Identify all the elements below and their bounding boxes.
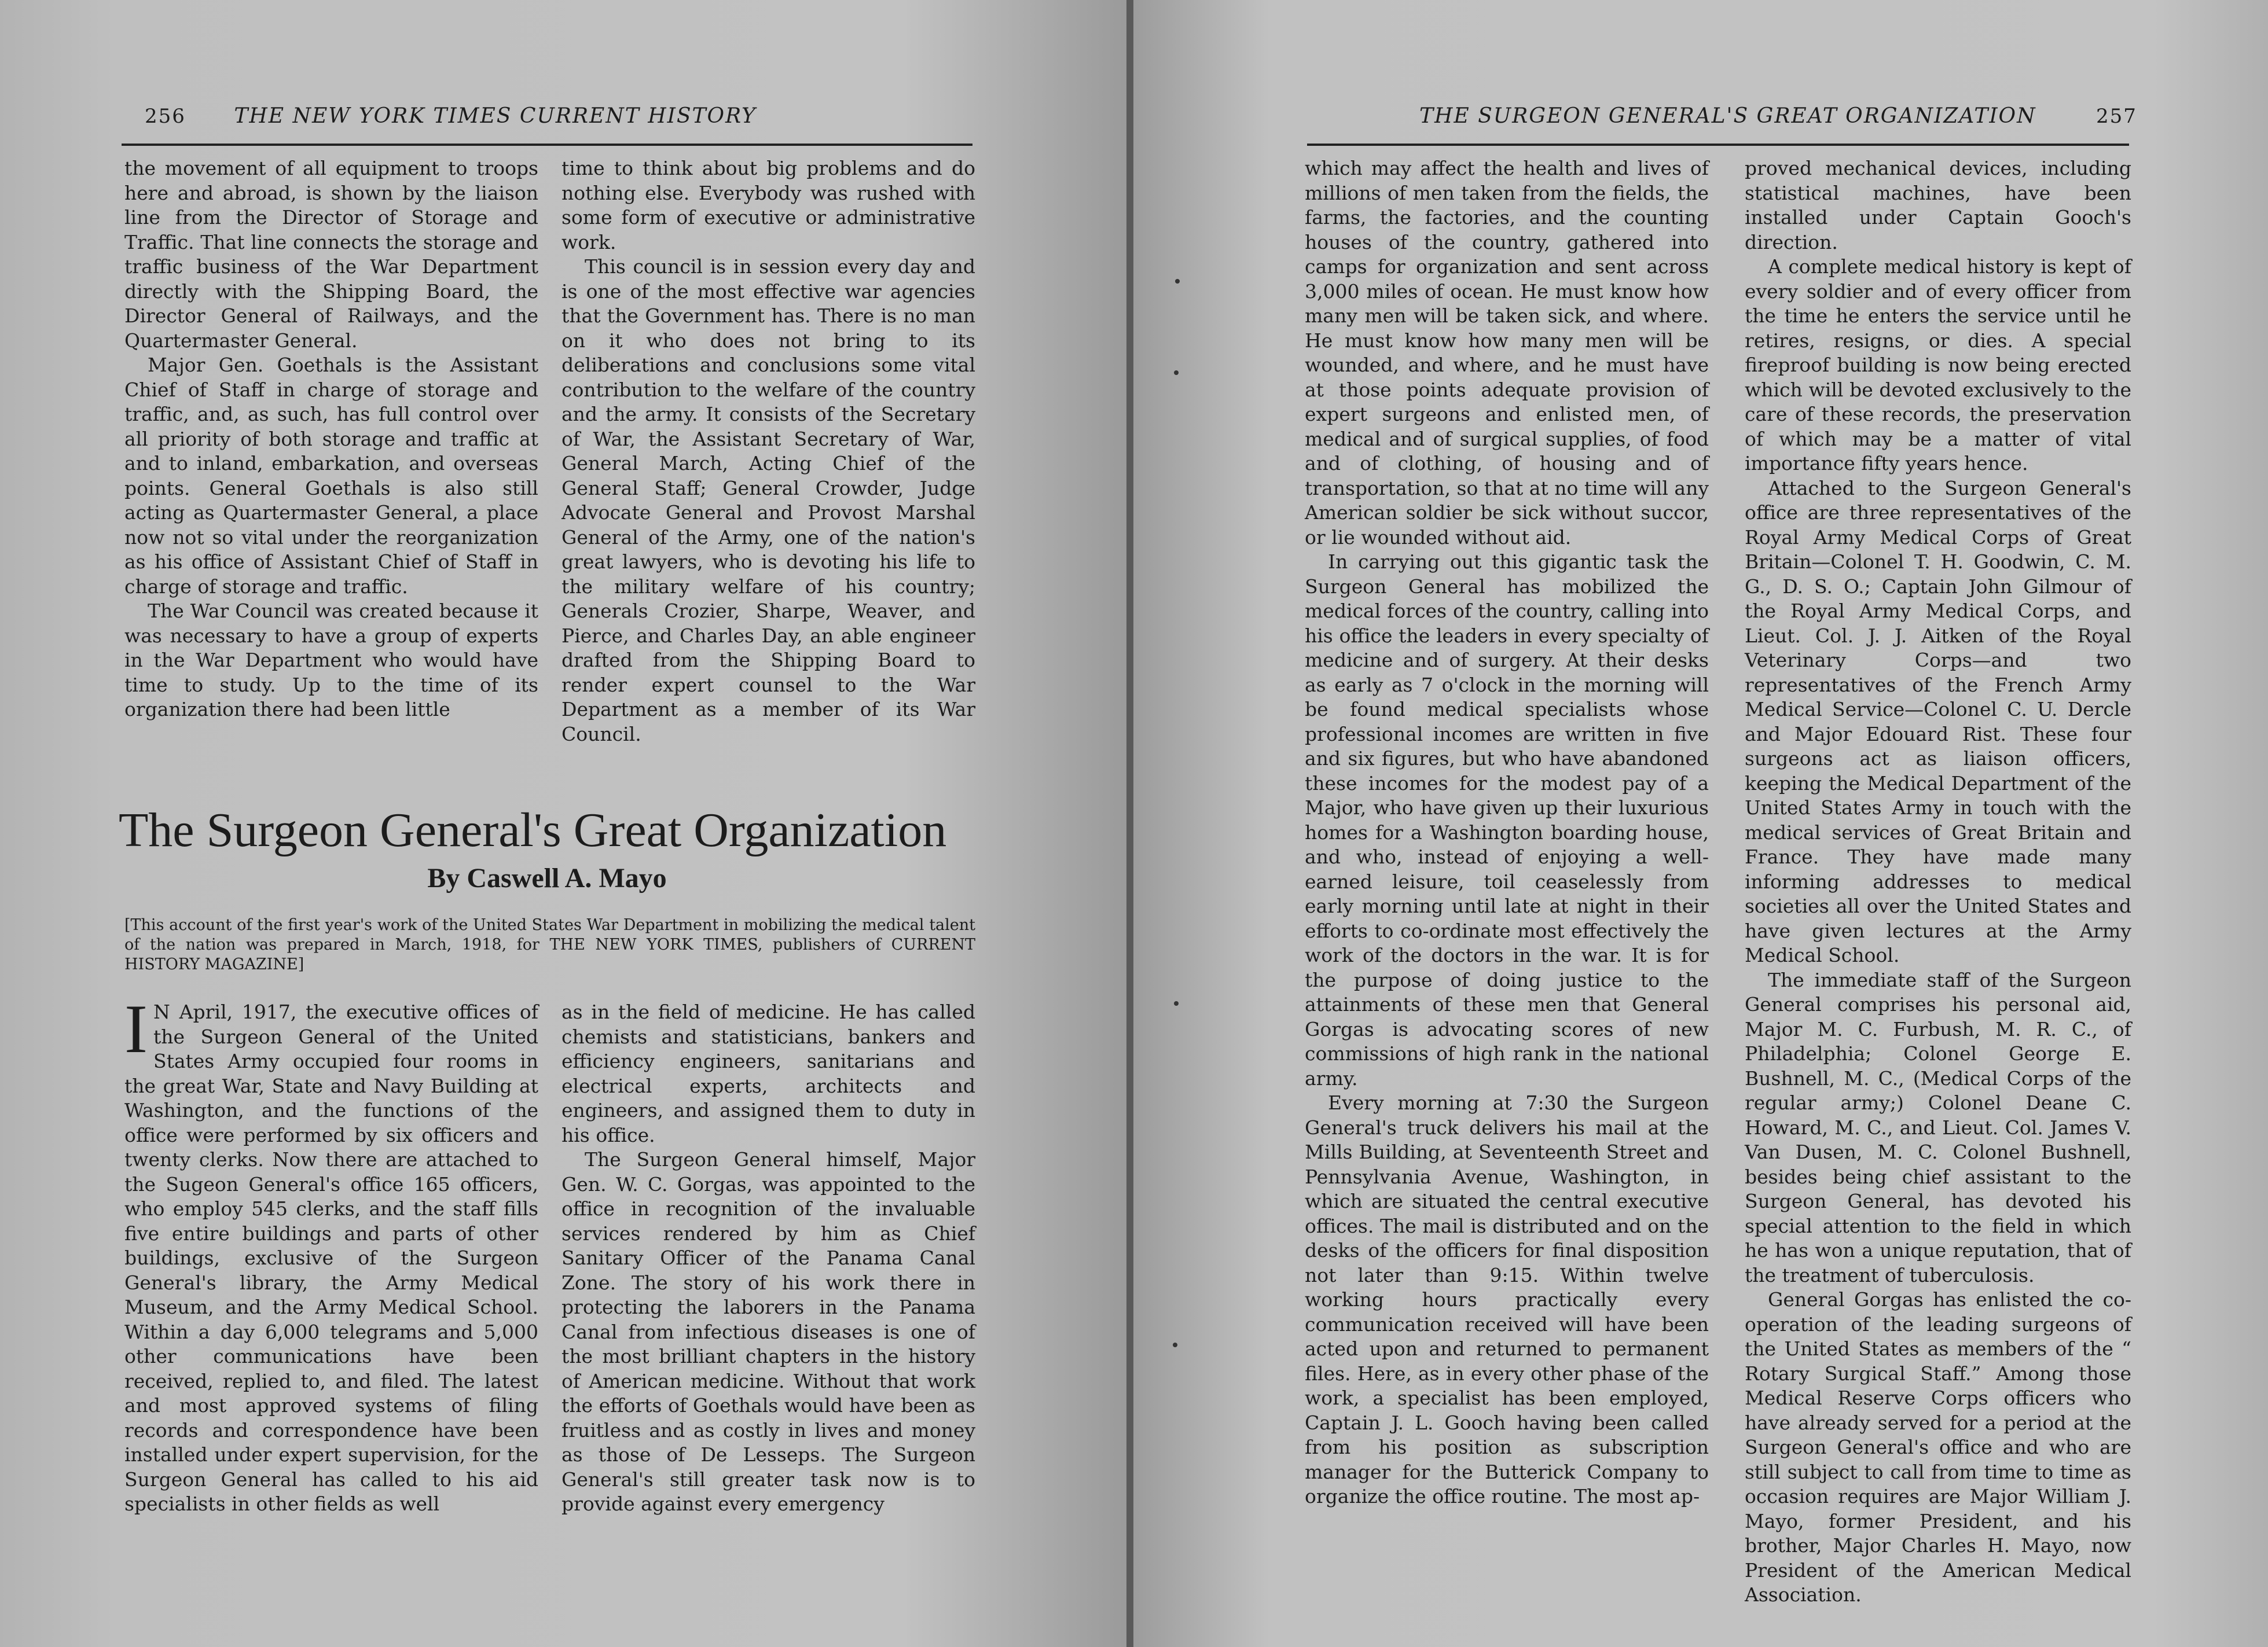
paragraph: A complete medical history is kept of every soldier and of every officer from the time he enters the service until he retires, resigns, or dies. A special fireproof building is now being erected which will be devoted exclusively to the care of these records, the preservation of which may be a matter of vital importance fifty years hence. <box>1745 255 2131 475</box>
left-running-title: THE NEW YORK TIMES CURRENT HISTORY <box>234 104 757 128</box>
paragraph: Major Gen. Goethals is the Assistant Chief of Staff in charge of storage and traffic, and, as such, has full control over all priority of both storage and traffic at and to inland, embarkation, and overseas points. General Goethals is also still acting as Quartermaster General, a place now not so vital under the reorganization as his office of Assistant Chief of Staff in charge of storage and traffic. <box>124 354 538 598</box>
paragraph: as in the field of medicine. He has called chemists and statisticians, bankers and efficiency engineers, sanitarians and electrical experts, architects and engineers, and assigned them to duty in his office. <box>562 1001 975 1146</box>
paragraph: Every morning at 7:30 the Surgeon General's truck delivers his mail at the Mills Building, at Seventeenth Street and Pennsylvania Avenue, Washington, in which are situated the central executive offices. The mail is distributed and on the desks of the officers for final disposition not later than 9:15. Within twelve working hours practically every communication received will have been acted upon and returned to permanent files. Here, as in every other phase of the work, a specialist has been employed, Captain J. L. Gooch having been called from his position as subscription manager for the Butterick Company to organize the office routine. The most ap- <box>1305 1091 1709 1508</box>
paragraph: Attached to the Surgeon General's office are three representatives of the Royal Army Medical Corps of Great Britain—Colonel T. H. Goodwin, C. M. G., D. S. O.; Captain John Gilmour of the Royal Army Medical Corps, and Lieut. Col. J. J. Aitken of the Royal Veterinary Corps—and two representatives of the French Army Medical Service—Colonel C. U. Dercle and Major Edouard Rist. These four surgeons act as liaison officers, keeping the Medical Department of the United States Army in touch with the medical services of Great Britain and France. They have made many informing addresses to medical societies all over the United States and have given lectures at the Army Medical School. <box>1745 476 2131 966</box>
right-col2 <box>1745 156 2131 1608</box>
print-speck <box>1175 279 1180 284</box>
paragraph-text: N April, 1917, the executive offices of the Surgeon General of the United States Army occupied four rooms in the great War, State and Navy Building at Washington, and the functions of the office were performed by six officers and twenty clerks. Now there are attached to the Sugeon General's office 165 officers, who employ 545 clerks, and the staff fills five entire buildings and parts of other buildings, exclusive of the Surgeon General's library, the Army Medical Museum, and the Army Medical School. Within a day 6,000 telegrams and 5,000 other communications have been received, replied to, and filed. The latest and most approved systems of filing records and correspondence have been installed under expert supervision, for the Surgeon General has called to his aid specialists in other fields as well <box>124 1001 538 1515</box>
paragraph: The War Council was created because it was necessary to have a group of experts in the War Department who would have time to study. Up to the time of its organization there had been little <box>124 600 538 720</box>
left-page <box>0 0 1129 1647</box>
paragraph: the movement of all equipment to troops here and abroad, is shown by the liaison line from the Director of Storage and Traffic. That line connects the storage and traffic business of the War Department directly with the Shipping Board, the Director General of Railways, and the Quartermaster General. <box>124 157 538 352</box>
paragraph: time to think about big problems and do nothing else. Everybody was rushed with some form of executive or administrative work. <box>562 157 975 253</box>
right-page-number: 257 <box>2096 105 2137 128</box>
print-speck <box>1174 370 1179 375</box>
left-page-number: 256 <box>145 105 186 128</box>
article-col1 <box>124 990 538 1517</box>
article-byline: By Caswell A. Mayo <box>427 863 667 894</box>
paragraph: In carrying out this gigantic task the Surgeon General has mobilized the medical forces of the country, calling into his office the leaders in every specialty of medicine and of surgery. At their desks as early as 7 o'clock in the morning will be found medical specialists whose professional incomes are written in five and six figures, but who have abandoned these incomes for the modest pay of a Major, who have given up their luxurious homes for a Washington boarding house, and who, instead of enjoying a well-earned leisure, toil ceaselessly from early morning until late at night in their efforts to co-ordinate most effectively the work of the doctors in the war. It is for the purpose of doing justice to the attainments of these men that General Gorgas is advocating scores of new commissions of high rank in the national army. <box>1305 550 1709 1090</box>
paragraph: proved mechanical devices, including statistical machines, have been installed under Captain Gooch's direction. <box>1745 157 2131 253</box>
left-header-rule <box>122 144 972 146</box>
paragraph: which may affect the health and lives of millions of men taken from the fields, the farms, the factories, and the counting houses of the country, gathered into camps for organization and sent across 3,000 miles of ocean. He must know how many men will be taken sick, and where. He must know how many men will be wounded, and where, and he must have at those points adequate provision of expert surgeons and enlisted men, of medical and of surgical supplies, of food and of clothing, of housing and of transportation, so that at no time will any American soldier be sick without succor, or lie wounded without aid. <box>1305 157 1709 549</box>
left-continuation-col1 <box>124 156 538 722</box>
print-speck <box>1173 1343 1177 1347</box>
right-running-title: THE SURGEON GENERAL'S GREAT ORGANIZATION <box>1419 104 2036 128</box>
paragraph: The Surgeon General himself, Major Gen. W. C. Gorgas, was appointed to the office in recognition of the invaluable services rendered by him as Chief Sanitary Officer of the Panama Canal Zone. The story of his work there in protecting the laborers in the Panama Canal from infectious diseases is one of the most brilliant chapters in the history of American medicine. Without that work the efforts of Goethals would have been as fruitless and as costly in lives and money as those of De Lesseps. The Surgeon General's still greater task now is to provide against every emergency <box>562 1148 975 1515</box>
paragraph <box>124 990 538 1517</box>
right-col1 <box>1305 156 1709 1509</box>
paragraph: The immediate staff of the Surgeon General comprises his personal aid, Major M. C. Furbush, M. R. C., of Philadelphia; Colonel George E. Bushnell, M. C., (Medical Corps of the regular army;) Colonel Deane C. Howard, M. C., and Lieut. Col. James V. Van Dusen, M. C. Colonel Bushnell, besides being chief assistant to the Surgeon General, has devoted his special attention to the field in which he has won a unique reputation, that of the treatment of tuberculosis. <box>1745 968 2131 1286</box>
left-continuation-col2 <box>562 156 975 747</box>
paragraph: This council is in session every day and is one of the most effective war agencies that the Government has. There is no man on it who does not bring to its deliberations and conclusions some vital contribution to the welfare of the country and the army. It consists of the Secretary of War, the Assistant Secretary of War, General March, Acting Chief of the General Staff; General Crowder, Judge Advocate General and Provost Marshal General of the Army, one of the nation's great lawyers, who is devoting his life to the military welfare of his country; Generals Crozier, Sharpe, Weaver, and Pierce, and Charles Day, an able engineer drafted from the Shipping Board to render expert counsel to the War Department as a member of its War Council. <box>562 255 975 745</box>
article-intro-note: [This account of the first year's work of the United States War Department in mobilizing the medical talent of the nation was prepared in March, 1918, for THE NEW YORK TIMES, publishers of CURRENT HISTORY MAGAZINE] <box>124 916 975 973</box>
article-col2 <box>562 1000 975 1517</box>
right-header-rule <box>1307 144 2129 146</box>
drop-cap: I <box>124 990 148 1067</box>
paragraph: General Gorgas has enlisted the co-operation of the leading surgeons of the United States as members of the “ Rotary Surgical Staff.” Among those Medical Reserve Corps officers who have already served for a period at the Surgeon General's office and who are still subject to call from time to time as occasion requires are Major William J. Mayo, former President, and his brother, Major Charles H. Mayo, now President of the American Medical Association. <box>1745 1288 2131 1606</box>
article-title: The Surgeon General's Great Organization <box>119 803 947 857</box>
print-speck <box>1174 1001 1179 1006</box>
left-running-head <box>145 104 757 128</box>
right-page <box>1133 0 2268 1647</box>
right-running-head <box>1419 104 2137 128</box>
